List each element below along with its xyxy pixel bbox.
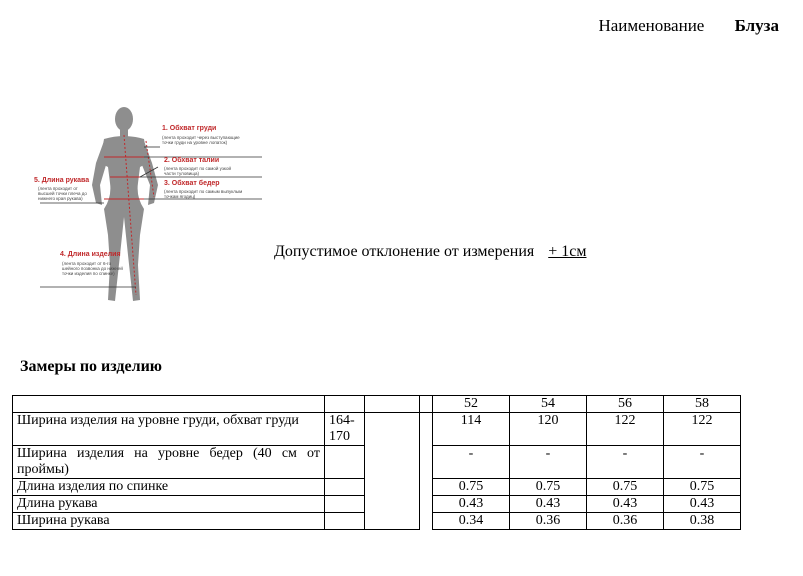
note-waist-2: части туловища) — [164, 171, 199, 176]
table-row — [13, 413, 741, 446]
label-waist: 2. Обхват талии — [164, 157, 220, 164]
row-value: 0.43 — [587, 496, 664, 513]
note-chest-1: (лента проходит через выступающие — [162, 135, 240, 140]
note-hips-2: точкам ягодиц) — [164, 194, 196, 199]
row-height — [325, 513, 365, 530]
label-chest: 1. Обхват груди — [162, 125, 217, 132]
row-value: 0.75 — [587, 479, 664, 496]
note-chest-2: точки груди на уровне лопаток) — [162, 140, 228, 145]
note-length-3: точки изделия по спинке) — [62, 271, 115, 276]
size-header: 56 — [587, 396, 664, 413]
row-value: 0.43 — [510, 496, 587, 513]
note-length-2: шейного позвонка до нижней — [62, 266, 123, 271]
tolerance-value: + 1см — [548, 243, 587, 260]
row-value: 0.36 — [587, 513, 664, 530]
label-sleeve: 5. Длина рукава — [34, 177, 90, 184]
product-label: Наименование — [598, 16, 705, 35]
row-value: 0.43 — [433, 496, 510, 513]
size-header: 54 — [510, 396, 587, 413]
row-value: 0.34 — [433, 513, 510, 530]
table-header-row — [13, 396, 741, 413]
tolerance-note — [274, 243, 586, 261]
row-name: Длина изделия по спинке — [13, 479, 325, 496]
note-sleeve-3: нижнего края рукава) — [38, 196, 83, 201]
row-value: 114 — [433, 413, 510, 446]
row-name: Ширина изделия на уровне груди, обхват груди — [13, 413, 325, 446]
row-height — [325, 446, 365, 479]
row-height — [325, 479, 365, 496]
size-header: 58 — [664, 396, 741, 413]
note-sleeve-2: высшей точки плеча до — [38, 191, 87, 196]
label-hips: 3. Обхват бедер — [164, 180, 220, 187]
row-value: 0.36 — [510, 513, 587, 530]
tolerance-text: Допустимое отклонение от измерения — [274, 243, 535, 260]
size-header: 52 — [433, 396, 510, 413]
row-value: - — [433, 446, 510, 479]
row-height — [325, 496, 365, 513]
measurement-figure — [34, 105, 262, 310]
product-name: Блуза — [734, 16, 779, 35]
note-hips-1: (лента проходит по самым выпуклым — [164, 189, 243, 194]
row-name: Длина рукава — [13, 496, 325, 513]
row-name: Ширина изделия на уровне бедер (40 см от проймы) — [13, 446, 325, 479]
row-value: 120 — [510, 413, 587, 446]
measurements-table — [12, 395, 741, 530]
row-value: 122 — [664, 413, 741, 446]
row-value: - — [510, 446, 587, 479]
row-value: - — [664, 446, 741, 479]
label-length: 4. Длина изделия — [60, 251, 121, 258]
row-value: - — [587, 446, 664, 479]
row-name: Ширина рукава — [13, 513, 325, 530]
note-sleeve-1: (лента проходит от — [38, 186, 78, 191]
row-value: 0.75 — [664, 479, 741, 496]
row-value: 0.75 — [510, 479, 587, 496]
section-title: Замеры по изделию — [20, 358, 163, 375]
product-header — [598, 16, 779, 36]
note-waist-1: (лента проходит по самой узкой — [164, 166, 231, 171]
row-height: 164-170 — [325, 413, 365, 446]
row-value: 122 — [587, 413, 664, 446]
note-length-1: (лента проходит от 6-го — [62, 261, 112, 266]
row-value: 0.38 — [664, 513, 741, 530]
row-value: 0.75 — [433, 479, 510, 496]
row-value: 0.43 — [664, 496, 741, 513]
